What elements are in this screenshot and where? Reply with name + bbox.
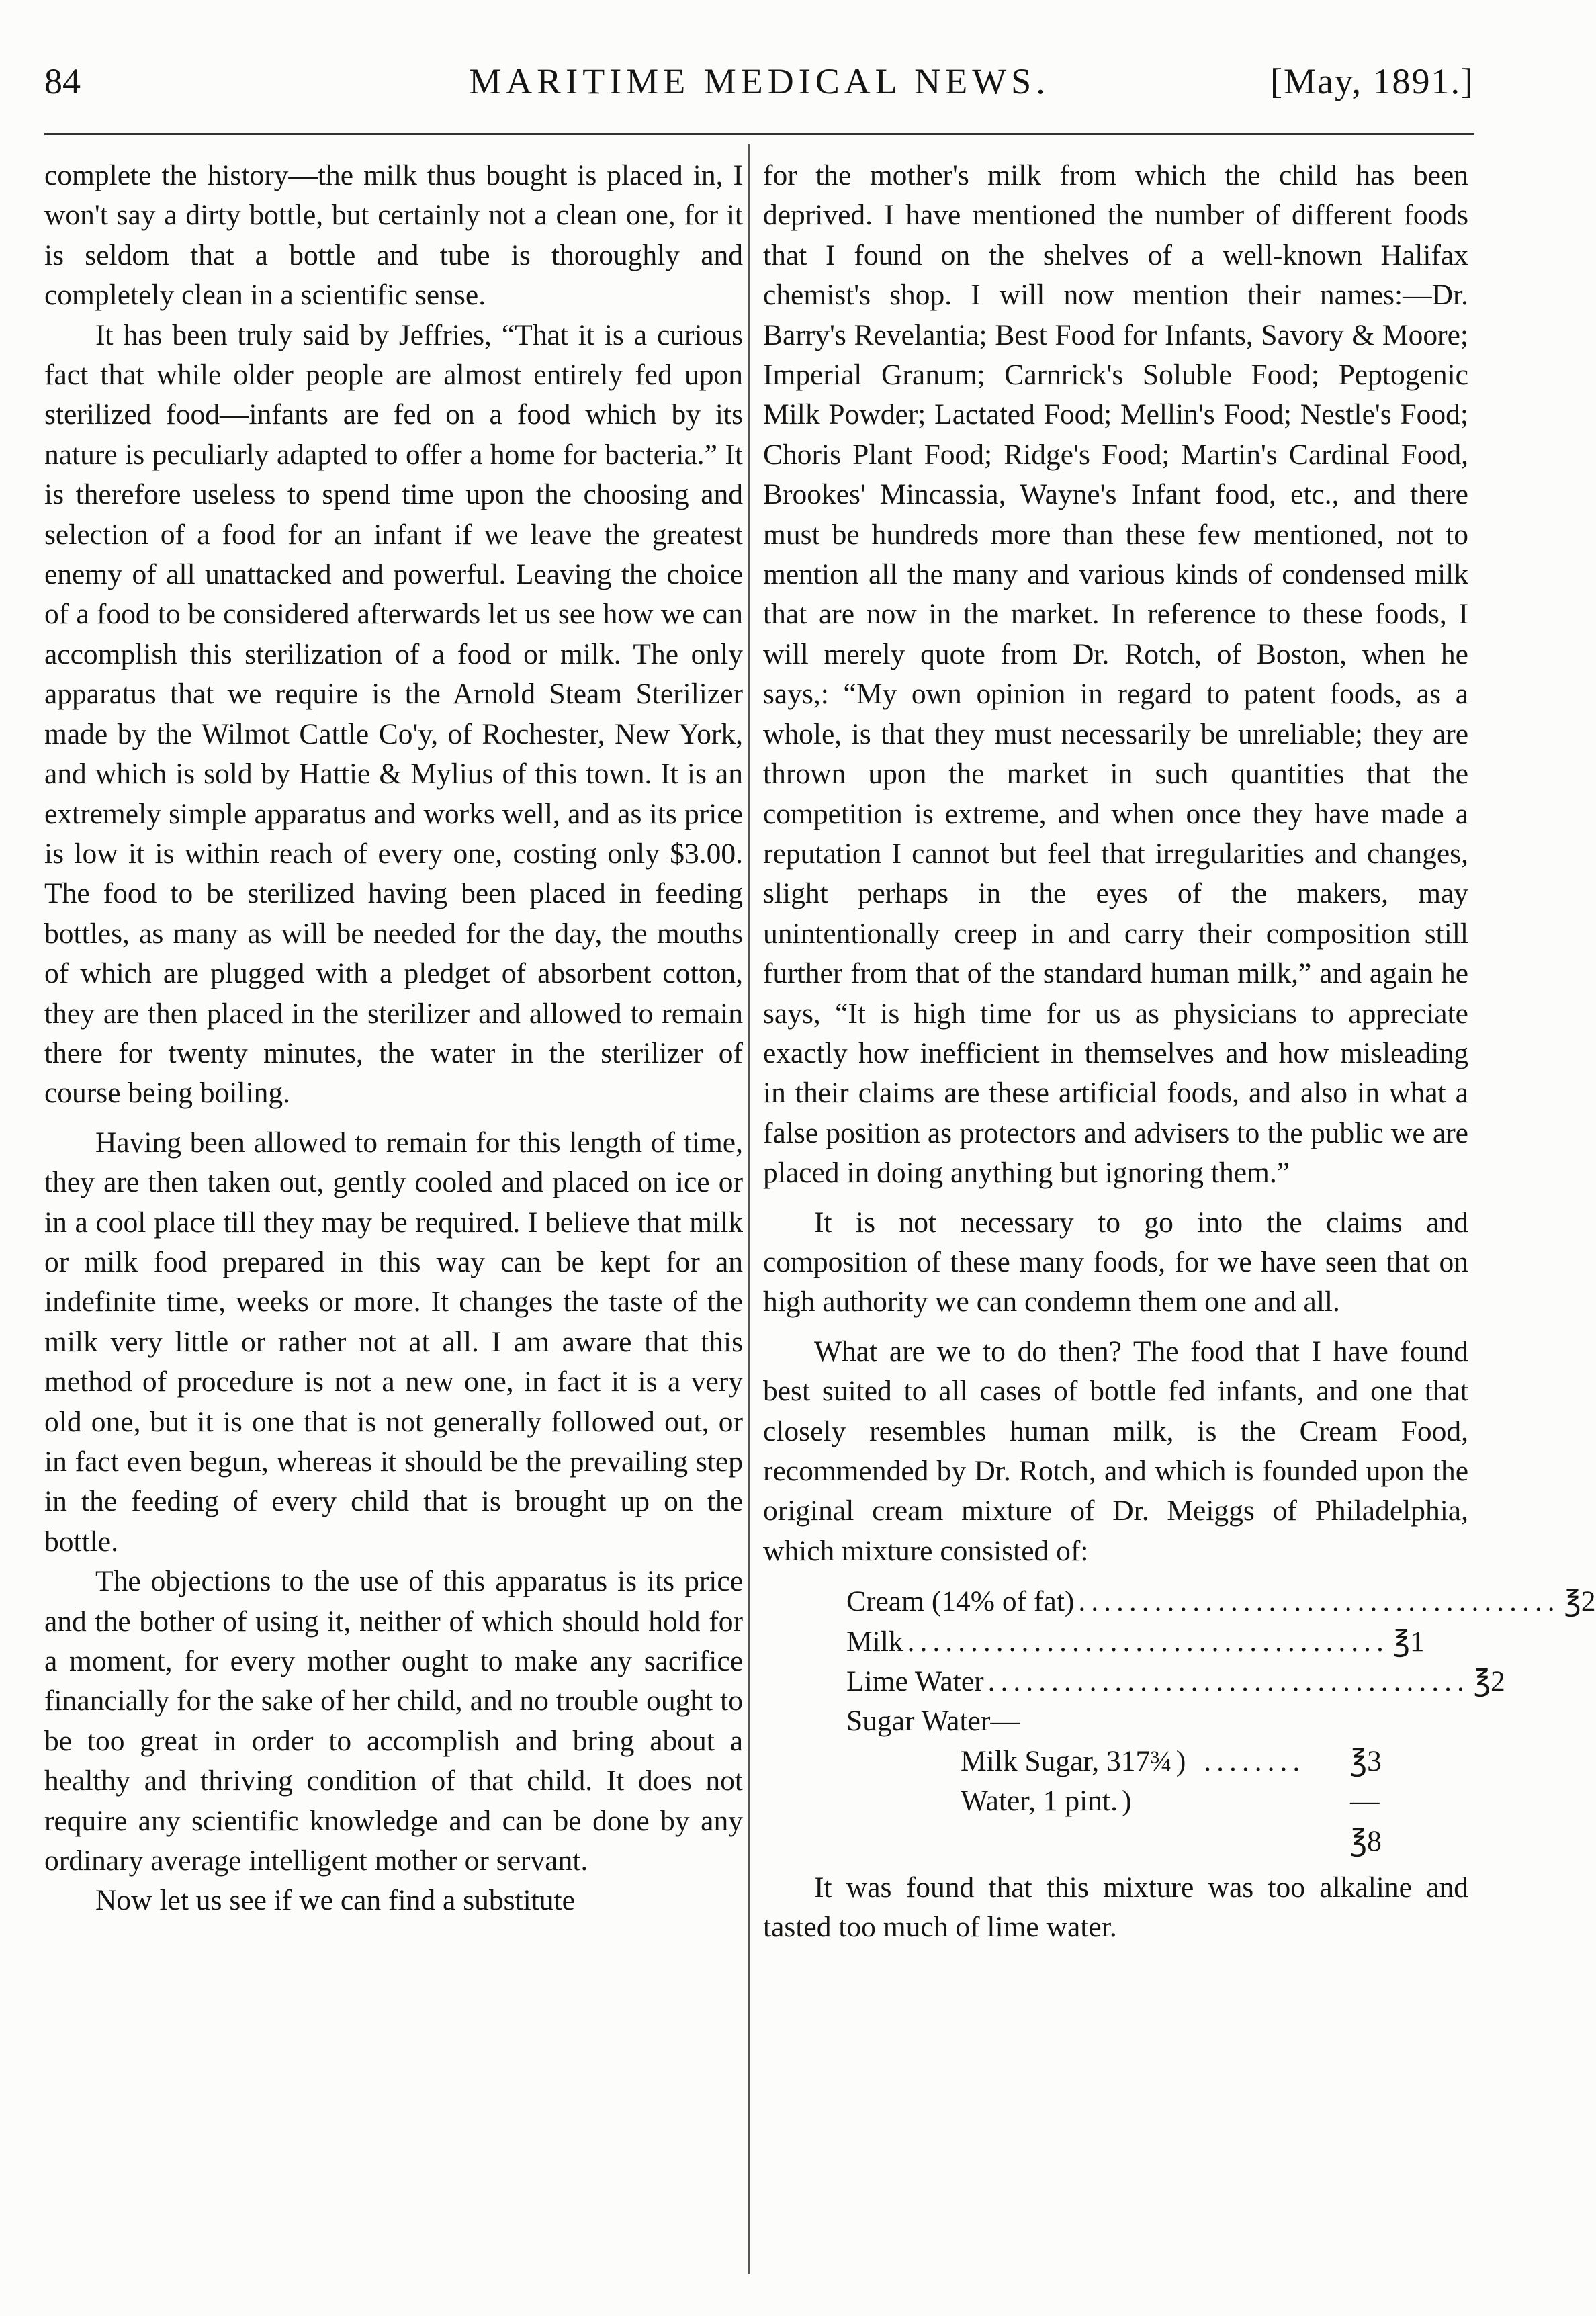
cream-mixture-formula xyxy=(846,1582,1596,1861)
issue-date: [May, 1891.] xyxy=(1270,61,1474,101)
paragraph: for the mother's milk from which the child has been deprived. I have mentioned the number of different foods that I found on the shelves of a well-known Halifax chemist's shop. I will now mention their names:—Dr. Barry's Revelantia; Best Food for Infants, Savory & Moore; Imperial Granum; Carnrick's Soluble Food; Peptogenic Milk Powder; Lactated Food; Mellin's Food; Nestle's Food; Choris Plant Food; Ridge's Food; Martin's Cardinal Food, Brookes' Mincassia, Wayne's Infant food, etc., and there must be hundreds more than these few mentioned, not to mention all the many and various kinds of condensed milk that are now in the market. In reference to these foods, I will merely quote from Dr. Rotch, of Boston, when he says,: “My own opinion in regard to patent foods, as a whole, is that they must necessarily be unreliable; they are thrown upon the market in such quantities that the competition is extreme, and when once they have made a reputation I cannot but feel that irregularities and changes, slight perhaps in the eyes of the makers, may unintentionally creep in and carry their composition still further from that of the standard human milk,” and again he says, “It is high time for us as physicians to appreciate exactly how inefficient in themselves and how misleading in their claims are these artificial foods, and also in what a false position as protectors and advisers to the public we are placed in doing anything but ignoring them.” xyxy=(763,159,1468,1190)
header-rule xyxy=(44,133,1474,135)
leader-dots: ...................................... xyxy=(1078,1585,1560,1618)
column-divider xyxy=(748,144,750,2274)
page-number: 84 xyxy=(44,61,81,101)
formula-ingredient: Water, 1 pint. xyxy=(961,1785,1118,1818)
formula-quantity: ℥1 xyxy=(1392,1625,1425,1658)
formula-quantity: ℥3 xyxy=(1350,1744,1382,1777)
formula-row xyxy=(846,1582,1596,1621)
paragraph: It is not necessary to go into the claims and composition of these many foods, for we have seen that on high authority we can condemn them one and all. xyxy=(763,1206,1468,1319)
leader-dots: ...................................... xyxy=(987,1665,1470,1697)
leader-dots: ) ........ xyxy=(1176,1744,1306,1777)
journal-title: MARITIME MEDICAL NEWS. xyxy=(469,61,1050,101)
paragraph: It was found that this mixture was too alkaline and tasted too much of lime water. xyxy=(763,1871,1468,1944)
formula-row xyxy=(846,1742,1397,1781)
paragraph: complete the history—the milk thus bought is placed in, I won't say a dirty bottle, but certainly not a clean one, for it is seldom that a bottle and tube is thoroughly and completely clean in a scientific sense. xyxy=(44,159,743,312)
paragraph: Now let us see if we can find a substitute xyxy=(95,1884,575,1917)
paragraph: It has been truly said by Jeffries, “That it is a curious fact that while older people are almost entirely fed upon sterilized food—infants are fed on a food which by its nature is peculiarly adapted to offer a home for bacteria.” It is therefore useless to spend time upon the choosing and selection of a food for an infant if we leave the greatest enemy of all unattacked and powerful. Leaving the choice of a food to be considered afterwards let us see how we can accomplish this sterilization of a food or milk. The only apparatus that we require is the Arnold Steam Sterilizer made by the Wilmot Cattle Co'y, of Rochester, New York, and which is sold by Hattie & Mylius of this town. It is an extremely simple apparatus and works well, and as its price is low it is within reach of every one, costing only $3.00. The food to be sterilized having been placed in feeding bottles, as many as will be needed for the day, the mouths of which are plugged with a pledget of absorbent cotton, they are then placed in the sterilizer and allowed to remain there for twenty minutes, the water in the sterilizer of course being boiling. xyxy=(44,318,743,1110)
formula-ingredient: Sugar Water— xyxy=(846,1705,1020,1738)
paragraph: Having been allowed to remain for this length of time, they are then taken out, gently cooled and placed on ice or in a cool place till they may be required. I believe that milk or milk food prepared in this way can be kept for an indefinite time, weeks or more. It changes the taste of the milk very little or rather not at all. I am aware that this method of procedure is not a new one, in fact it is a very old one, but it is one that is not generally followed out, or in fact even begun, whereas it should be the prevailing step in the feeding of every child that is brought up on the bottle. xyxy=(44,1126,743,1558)
left-column xyxy=(44,156,743,1921)
brace: ) xyxy=(1121,1785,1137,1818)
formula-ingredient: Cream (14% of fat) xyxy=(846,1585,1075,1618)
paragraph: The objections to the use of this apparatus is its price and the bother of using it, neither of which should hold for a moment, for every mother ought to make any sacrifice financially for the sake of her child, and no trouble ought to be too great in order to accomplish and bring about a healthy and thriving condition of that child. It does not require any scientific knowledge and can be done by any ordinary average intelligent mother or servant. xyxy=(44,1565,743,1877)
formula-row xyxy=(846,1701,1397,1741)
right-column xyxy=(763,156,1596,1948)
formula-row xyxy=(846,1781,1397,1821)
page-header xyxy=(44,60,1474,114)
paragraph: What are we to do then? The food that I have found best suited to all cases of bottle fed infants, and one that closely resembles human milk, is the Cream Food, recommended by Dr. Rotch, and which is founded upon the original cream mixture of Dr. Meiggs of Philadelphia, which mixture consisted of: xyxy=(763,1335,1468,1567)
formula-total: ℥8 xyxy=(1350,1824,1382,1857)
formula-quantity: — xyxy=(1350,1785,1380,1818)
formula-total-row xyxy=(846,1822,1397,1861)
formula-row xyxy=(846,1662,1505,1701)
formula-quantity: ℥2 xyxy=(1564,1585,1596,1618)
formula-quantity: ℥2 xyxy=(1473,1665,1505,1697)
formula-row xyxy=(846,1622,1425,1662)
leader-dots: ...................................... xyxy=(907,1625,1389,1658)
formula-ingredient: Milk Sugar, 317¾ xyxy=(961,1744,1172,1777)
formula-ingredient: Lime Water xyxy=(846,1665,984,1697)
formula-ingredient: Milk xyxy=(846,1625,903,1658)
